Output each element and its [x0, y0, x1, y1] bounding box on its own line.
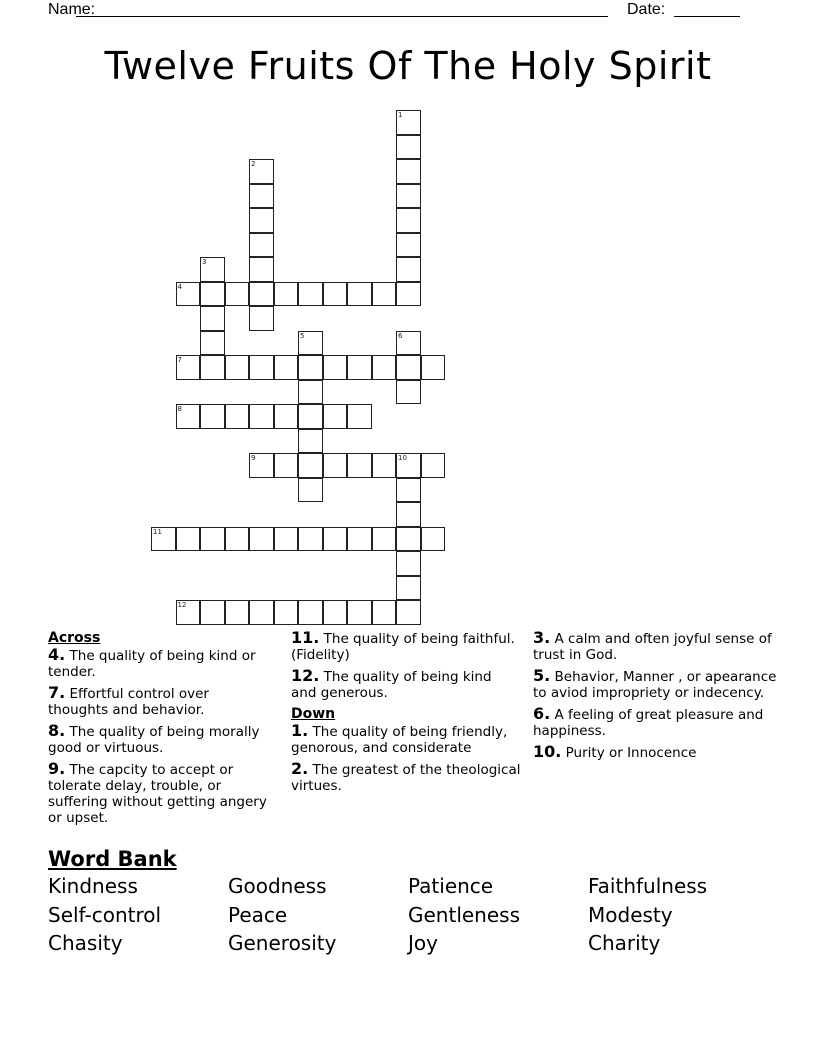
grid-cell[interactable] — [225, 527, 250, 552]
grid-cell[interactable] — [347, 527, 372, 552]
clues-column-2 — [291, 630, 521, 799]
clue-number: 8 — [177, 405, 182, 413]
grid-cell[interactable] — [298, 600, 323, 625]
grid-cell[interactable] — [274, 600, 299, 625]
grid-cell[interactable] — [396, 208, 421, 233]
grid-cell[interactable] — [298, 527, 323, 552]
word-bank-item: Gentleness — [408, 902, 521, 927]
clue-across-7: 7. Effortful control over thoughts and behavior. — [48, 683, 209, 718]
grid-cell[interactable] — [396, 110, 421, 135]
clue-number: 5 — [300, 331, 305, 340]
clue-down-6: 6. A feeling of great pleasure and happiness. — [533, 704, 764, 739]
grid-cell[interactable] — [396, 159, 421, 184]
grid-cell[interactable] — [396, 282, 421, 307]
grid-cell[interactable] — [347, 600, 372, 625]
grid-cell[interactable] — [200, 404, 225, 429]
grid-cell[interactable] — [249, 453, 274, 478]
clue-down-1: 1. The quality of being friendly, genorous, and considerate — [291, 721, 508, 756]
grid-cell[interactable] — [396, 135, 421, 160]
grid-cell[interactable] — [298, 453, 323, 478]
word-bank-title: Word Bank — [48, 847, 177, 871]
grid-cell[interactable] — [274, 453, 299, 478]
grid-cell[interactable] — [396, 600, 421, 625]
word-bank-item: Kindness — [48, 874, 138, 898]
word-bank-item: Charity — [588, 931, 661, 955]
grid-cell[interactable] — [176, 600, 201, 625]
grid-cell[interactable] — [200, 257, 225, 282]
grid-cell[interactable] — [225, 404, 250, 429]
grid-cell[interactable] — [298, 429, 323, 454]
clue-across-8: 8. The quality of being morally good or virtuous. — [48, 721, 260, 756]
grid-cell[interactable] — [396, 380, 421, 405]
grid-cell[interactable] — [372, 355, 397, 380]
grid-cell[interactable] — [274, 282, 299, 307]
grid-cell[interactable] — [396, 502, 421, 527]
grid-cell[interactable] — [323, 600, 348, 625]
grid-cell[interactable] — [396, 478, 421, 503]
clue-across-12: 12. The quality of being kind and generous. — [291, 666, 492, 701]
grid-cell[interactable] — [396, 453, 421, 478]
clue-across-9: 9. The capcity to accept or tolerate delay, trouble, or suffering without getting angery or upset. — [48, 759, 267, 826]
grid-cell[interactable] — [396, 551, 421, 576]
grid-cell[interactable] — [396, 331, 421, 356]
grid-cell[interactable] — [200, 600, 225, 625]
grid-cell[interactable] — [298, 282, 323, 307]
grid-cell[interactable] — [176, 282, 201, 307]
clue-number: 11 — [153, 527, 162, 536]
grid-cell[interactable] — [249, 355, 274, 380]
grid-cell[interactable] — [372, 282, 397, 307]
grid-cell[interactable] — [421, 453, 446, 478]
grid-cell[interactable] — [200, 527, 225, 552]
grid-cell[interactable] — [372, 600, 397, 625]
page-title: Twelve Fruits Of The Holy Spirit — [104, 44, 712, 88]
clue-down-2: 2. The greatest of the theological virtues. — [291, 759, 521, 794]
grid-cell[interactable] — [200, 331, 225, 356]
word-bank-item: Patience — [408, 874, 494, 898]
word-bank-item: Generosity — [228, 931, 337, 955]
grid-cell[interactable] — [347, 453, 372, 478]
grid-cell[interactable] — [274, 404, 299, 429]
clue-across-4: 4. The quality of being kind or tender. — [48, 645, 256, 680]
word-bank-item: Chasity — [48, 931, 123, 955]
grid-cell[interactable] — [151, 527, 176, 552]
down-heading: Down — [291, 706, 336, 722]
grid-cell[interactable] — [249, 208, 274, 233]
clues-column-1 — [48, 630, 273, 831]
grid-cell[interactable] — [225, 355, 250, 380]
grid-cell[interactable] — [396, 527, 421, 552]
grid-cell[interactable] — [323, 404, 348, 429]
grid-cell[interactable] — [323, 527, 348, 552]
clue-down-5: 5. Behavior, Manner , or apearance to aviod impropriety or indecency. — [533, 666, 777, 701]
grid-cell[interactable] — [372, 527, 397, 552]
grid-cell[interactable] — [249, 282, 274, 307]
clue-number: 7 — [177, 356, 182, 364]
clue-number: 4 — [177, 282, 182, 291]
clue-across-11: 11. The quality of being faithful. (Fidelity) — [291, 628, 515, 663]
grid-cell[interactable] — [347, 355, 372, 380]
grid-cell[interactable] — [274, 355, 299, 380]
grid-cell[interactable] — [347, 404, 372, 429]
grid-cell[interactable] — [396, 233, 421, 258]
grid-cell[interactable] — [396, 184, 421, 209]
grid-cell[interactable] — [298, 355, 323, 380]
grid-cell[interactable] — [298, 478, 323, 503]
word-bank-item: Faithfulness — [588, 874, 708, 898]
grid-cell[interactable] — [249, 306, 274, 331]
grid-cell[interactable] — [225, 600, 250, 625]
grid-cell[interactable] — [298, 331, 323, 356]
grid-cell[interactable] — [323, 355, 348, 380]
grid-cell[interactable] — [347, 282, 372, 307]
clue-number: 12 — [177, 601, 187, 609]
word-bank-item: Goodness — [228, 874, 327, 898]
clue-number: 1 — [398, 111, 403, 119]
clue-down-3: 3. A calm and often joyful sense of trust in God. — [533, 628, 772, 663]
grid-cell[interactable] — [200, 355, 225, 380]
grid-cell[interactable] — [298, 380, 323, 405]
grid-cell[interactable] — [249, 184, 274, 209]
grid-cell[interactable] — [323, 453, 348, 478]
word-bank-item: Self-control — [48, 902, 162, 927]
word-bank-item: Joy — [408, 931, 438, 955]
grid-cell[interactable] — [249, 404, 274, 429]
clue-number: 10 — [398, 454, 407, 462]
grid-cell[interactable] — [176, 527, 201, 552]
grid-cell[interactable] — [200, 306, 225, 331]
grid-cell[interactable] — [200, 282, 225, 307]
grid-cell[interactable] — [249, 600, 274, 625]
grid-cell[interactable] — [421, 355, 446, 380]
word-bank-item: Modesty — [588, 902, 673, 927]
grid-cell[interactable] — [421, 527, 446, 552]
grid-cell[interactable] — [249, 159, 274, 184]
grid-cell[interactable] — [225, 282, 250, 307]
grid-cell[interactable] — [176, 404, 201, 429]
grid-cell[interactable] — [249, 527, 274, 552]
grid-cell[interactable] — [372, 453, 397, 478]
name-label: Name: — [48, 1, 96, 18]
date-label: Date: — [627, 1, 666, 18]
clue-number: 3 — [202, 258, 207, 266]
grid-cell[interactable] — [298, 404, 323, 429]
grid-cell[interactable] — [274, 527, 299, 552]
grid-cell[interactable] — [323, 282, 348, 307]
grid-cell[interactable] — [396, 576, 421, 601]
grid-cell[interactable] — [396, 355, 421, 380]
clue-number: 9 — [251, 454, 256, 462]
clue-number: 2 — [251, 160, 256, 168]
word-bank-item: Peace — [228, 902, 288, 927]
grid-cell[interactable] — [249, 233, 274, 258]
clue-down-10: 10. Purity or Innocence — [533, 742, 697, 761]
grid-cell[interactable] — [396, 257, 421, 282]
clue-number: 6 — [398, 331, 403, 340]
across-heading: Across — [48, 630, 101, 646]
grid-cell[interactable] — [176, 355, 201, 380]
grid-cell[interactable] — [249, 257, 274, 282]
clues-column-3 — [533, 630, 778, 766]
